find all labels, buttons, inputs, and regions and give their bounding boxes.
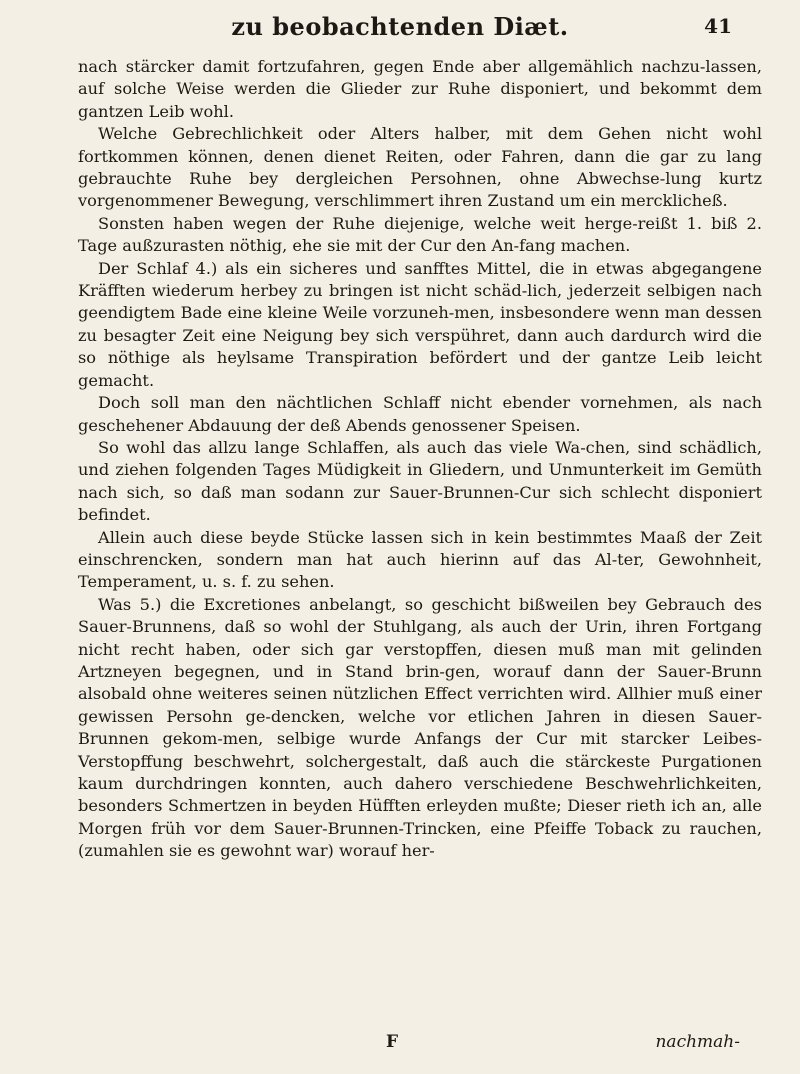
paragraph-oversleeping: So wohl das allzu lange Schlaffen, als auch das viele Wa-chen, sind schädlich, und ziehen folgenden Tages Müdigkeit in Gliedern, und Unmunterkeit im Gemüth nach sich, so daß man sodann zur Sauer-Brunnen-Cur sich schlecht disponiert befindet. <box>78 437 762 525</box>
paragraph-frail-persons: Welche Gebrechlichkeit oder Alters halber, mit dem Gehen nicht wohl fortkommen können, denen dienet Reiten, oder Fahren, dann die gar zu lang gebrauchte Ruhe bey dergleichen Persohnen, ohne Abwechse-lung kurtz vorgenommener Bewegung, verschlimmert ihren Zustand um ein mercklicheß. <box>78 124 762 211</box>
body-text <box>78 56 762 863</box>
paragraph-sleep: Der Schlaf 4.) als ein sicheres und sanfftes Mittel, die in etwas abgegangene Kräfften wiederum herbey zu bringen ist nicht schäd-lich, jederzeit selbigen nach geendigtem Bade eine kleine Weile vorzuneh-men, insbesondere wenn man dessen zu besagter Zeit eine Neigung bey sich verspühret, dann auch dardurch wird die so nöthige als heylsame Transpiration befördert und der gantze Leib leicht gemacht. <box>78 258 762 390</box>
signature-mark: F <box>386 1032 399 1052</box>
paragraph-night-sleep: Doch soll man den nächtlichen Schlaff nicht ebender vornehmen, als nach geschehener Abdauung der deß Abends genossener Speisen. <box>78 393 762 435</box>
paragraph-excretions: Was 5.) die Excretiones anbelangt, so geschicht bißweilen bey Gebrauch des Sauer-Brunnens, daß so wohl der Stuhlgang, als auch der Urin, ihren Fortgang nicht recht haben, oder sich gar verstopffen, diesen muß man mit gelinden Artzneyen begegnen, und in Stand brin-gen, worauf dann der Sauer-Brunn alsobald ohne weiteres seinen nützlichen Effect verrichten wird. Allhier muß einer gewissen Persohn ge-dencken, welche vor etlichen Jahren in diesen Sauer-Brunnen gekom-men, selbige wurde Anfangs der Cur mit starcker Leibes-Verstopffung beschwehrt, solchergestalt, daß auch die stärckeste Purgationen kaum durchdringen konnten, auch dahero verschiedene Beschwehrlichkeiten, besonders Schmertzen in beyden Hüfften erleyden mußte; Dieser rieth ich an, alle Morgen früh vor dem Sauer-Brunnen-Trincken, eine Pfeiffe Toback zu rauchen, (zumahlen sie es gewohnt war) worauf her- <box>78 594 762 861</box>
page-number: 41 <box>704 14 732 38</box>
running-title: zu beobachtenden Diæt. <box>231 12 569 41</box>
paragraph-rest-after-travel: Sonsten haben wegen der Ruhe diejenige, welche weit herge-reißt 1. biß 2. Tage außzurasten nöthig, ehe sie mit der Cur den An-fang machen. <box>78 213 762 256</box>
catchword: nachmah- <box>655 1032 740 1052</box>
running-head <box>0 10 800 46</box>
paragraph-measure-of-time: Allein auch diese beyde Stücke lassen sich in kein bestimmtes Maaß der Zeit einschrencken, sondern man hat auch hierinn auf das Al-ter, Gewohnheit, Temperament, u. s. f. zu sehen. <box>78 527 762 592</box>
paragraph-continuation: nach stärcker damit fortzufahren, gegen Ende aber allgemählich nachzu-lassen, auf solche Weise werden die Glieder zur Ruhe disponiert, und bekommt dem gantzen Leib wohl. <box>78 57 762 121</box>
